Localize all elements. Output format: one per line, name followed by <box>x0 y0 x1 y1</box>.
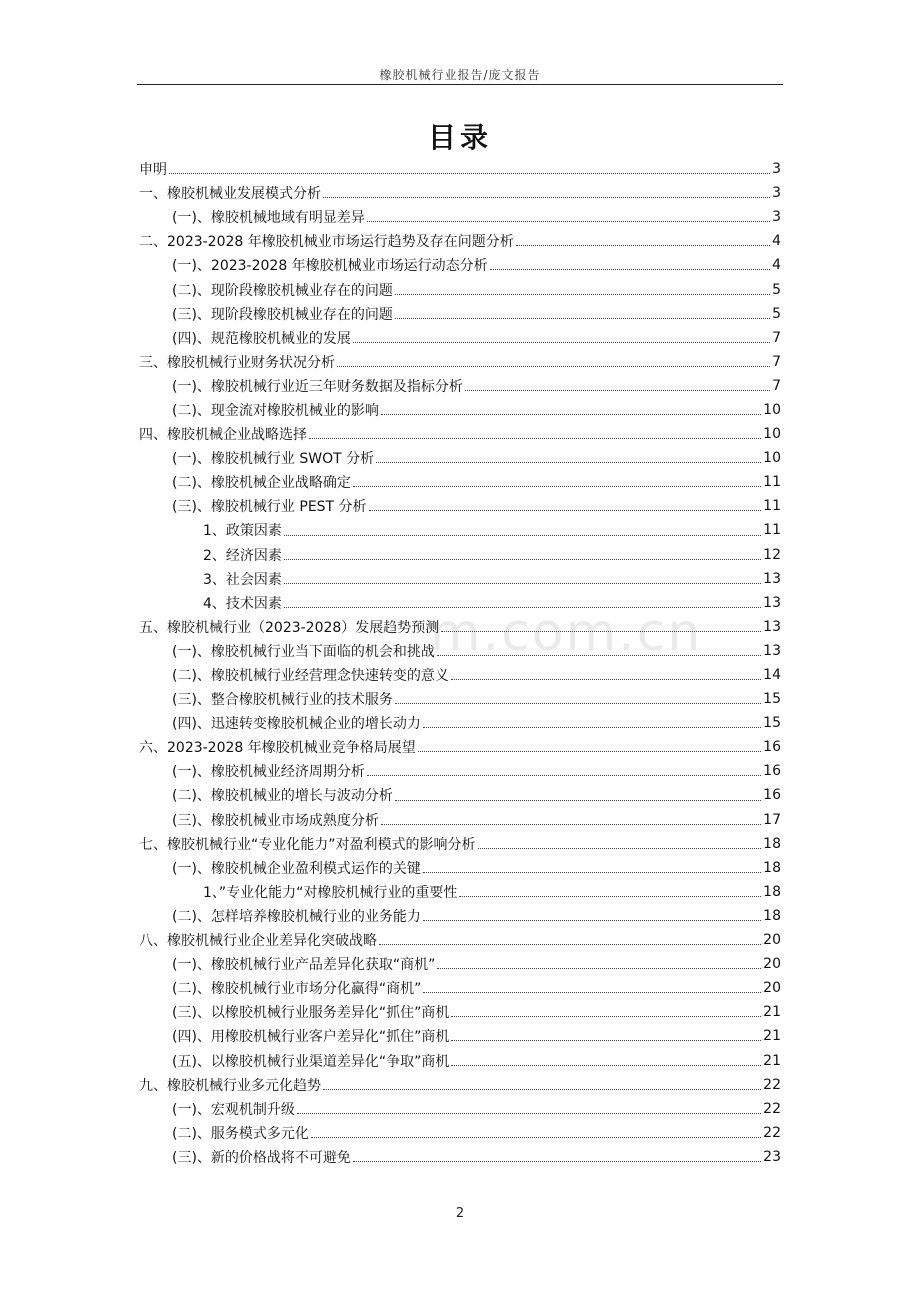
toc-leader-dots <box>451 1015 761 1017</box>
toc-leader-dots <box>395 293 770 295</box>
toc-entry-page: 7 <box>772 377 781 394</box>
toc-leader-dots <box>367 774 761 776</box>
toc-entry[interactable] <box>139 783 781 807</box>
toc-entry[interactable] <box>139 277 781 301</box>
toc-entry-page: 16 <box>763 739 781 756</box>
toc-entry-page: 3 <box>772 209 781 226</box>
toc-entry-page: 20 <box>763 932 781 949</box>
toc-leader-dots <box>323 196 770 198</box>
toc-entry-page: 20 <box>763 980 781 997</box>
toc-entry-page: 5 <box>772 281 781 298</box>
toc-entry-label: (一)、橡胶机械地域有明显差异 <box>172 210 365 227</box>
toc-entry[interactable] <box>139 229 781 253</box>
toc-entry-label: 申明 <box>139 162 167 179</box>
toc-entry[interactable] <box>139 1024 781 1048</box>
toc-leader-dots <box>490 268 770 270</box>
page-header: 橡胶机械行业报告/庞文报告 <box>379 68 541 82</box>
toc-entry[interactable] <box>139 976 781 1000</box>
toc-leader-dots <box>169 172 770 174</box>
toc-entry-label: (一)、橡胶机械企业盈利模式运作的关键 <box>172 860 421 877</box>
toc-entry-label: (一)、橡胶机械行业 SWOT 分析 <box>172 451 375 468</box>
toc-entry-label: 九、橡胶机械行业多元化趋势 <box>139 1077 321 1094</box>
toc-leader-dots <box>353 1160 761 1162</box>
toc-entry-label: (四)、迅速转变橡胶机械企业的增长动力 <box>172 716 421 733</box>
toc-entry-label: (一)、2023-2028 年橡胶机械业市场运行动态分析 <box>172 258 488 275</box>
toc-entry-label: 三、橡胶机械行业财务状况分析 <box>139 354 335 371</box>
toc-entry-page: 12 <box>763 546 781 563</box>
toc-entry[interactable] <box>139 952 781 976</box>
toc-entry-label: 八、橡胶机械行业企业差异化突破战略 <box>139 933 377 950</box>
toc-entry[interactable] <box>139 567 781 591</box>
toc-entry[interactable] <box>139 181 781 205</box>
toc-leader-dots <box>437 967 761 969</box>
toc-entry-label: 1、”专业化能力“对橡胶机械行业的重要性 <box>203 884 458 901</box>
toc-leader-dots <box>376 461 761 463</box>
toc-entry-page: 22 <box>763 1100 781 1117</box>
toc-entry-page: 10 <box>763 450 781 467</box>
toc-entry-page: 16 <box>763 763 781 780</box>
toc-entry-page: 22 <box>763 1076 781 1093</box>
toc-entry[interactable] <box>139 880 781 904</box>
toc-entry-page: 13 <box>763 594 781 611</box>
toc-entry-label: 2、经济因素 <box>203 547 282 564</box>
toc-entry[interactable] <box>139 856 781 880</box>
toc-entry-label: (一)、橡胶机械行业产品差异化获取“商机” <box>172 957 436 974</box>
toc-leader-dots <box>381 823 761 825</box>
toc-entry-label: 五、橡胶机械行业（2023-2028）发展趋势预测 <box>139 619 440 636</box>
toc-entry-page: 18 <box>763 907 781 924</box>
toc-entry[interactable] <box>139 350 781 374</box>
toc-entry-label: 1、政策因素 <box>203 523 282 540</box>
toc-entry-page: 11 <box>763 474 781 491</box>
toc-leader-dots <box>478 847 762 849</box>
toc-leader-dots <box>451 1039 761 1041</box>
toc-leader-dots <box>337 365 770 367</box>
toc-leader-dots <box>284 606 761 608</box>
toc-entry-page: 3 <box>772 185 781 202</box>
toc-entry-label: (三)、橡胶机械行业 PEST 分析 <box>172 499 367 516</box>
toc-leader-dots <box>395 799 761 801</box>
toc-entry[interactable] <box>139 711 781 735</box>
toc-entry-page: 14 <box>763 667 781 684</box>
toc-entry[interactable] <box>139 470 781 494</box>
toc-entry-label: (五)、以橡胶机械行业渠道差异化“争取”商机 <box>172 1053 450 1070</box>
toc-entry-label: 六、2023-2028 年橡胶机械业竞争格局展望 <box>139 740 416 757</box>
toc-leader-dots <box>367 220 770 222</box>
toc-entry-label: (二)、怎样培养橡胶机械行业的业务能力 <box>172 908 421 925</box>
toc-leader-dots <box>284 534 761 536</box>
toc-entry-label: 二、2023-2028 年橡胶机械业市场运行趋势及存在问题分析 <box>139 234 514 251</box>
toc-leader-dots <box>459 895 761 897</box>
toc-entry-page: 13 <box>763 570 781 587</box>
toc-leader-dots <box>284 558 761 560</box>
toc-entry-label: (三)、现阶段橡胶机械业存在的问题 <box>172 306 393 323</box>
toc-leader-dots <box>451 1064 761 1066</box>
toc-leader-dots <box>437 654 761 656</box>
toc-entry[interactable] <box>139 543 781 567</box>
toc-entry-label: (二)、现金流对橡胶机械业的影响 <box>172 402 379 419</box>
table-of-contents <box>139 157 781 1169</box>
toc-entry[interactable] <box>139 1145 781 1169</box>
toc-leader-dots <box>353 341 770 343</box>
toc-entry-page: 7 <box>772 353 781 370</box>
toc-entry-page: 3 <box>772 161 781 178</box>
page-title: 目录 <box>427 121 492 154</box>
toc-entry-label: 四、橡胶机械企业战略选择 <box>139 427 307 444</box>
toc-entry[interactable] <box>139 422 781 446</box>
toc-entry-page: 17 <box>763 811 781 828</box>
toc-entry-label: (二)、现阶段橡胶机械业存在的问题 <box>172 282 393 299</box>
toc-entry-page: 11 <box>763 522 781 539</box>
toc-entry-page: 18 <box>763 835 781 852</box>
toc-entry[interactable] <box>139 663 781 687</box>
toc-entry-page: 13 <box>763 618 781 635</box>
toc-leader-dots <box>423 919 761 921</box>
toc-entry-label: (四)、规范橡胶机械业的发展 <box>172 330 351 347</box>
toc-leader-dots <box>423 991 761 993</box>
toc-leader-dots <box>395 702 761 704</box>
toc-leader-dots <box>323 1088 761 1090</box>
toc-entry[interactable] <box>139 157 781 181</box>
toc-entry[interactable] <box>139 615 781 639</box>
watermark: m.com.cn <box>430 603 703 663</box>
toc-entry-page: 15 <box>763 715 781 732</box>
toc-entry[interactable] <box>139 205 781 229</box>
toc-leader-dots <box>516 244 770 246</box>
toc-entry-label: (二)、橡胶机械行业经营理念快速转变的意义 <box>172 668 449 685</box>
toc-leader-dots <box>381 413 761 415</box>
toc-leader-dots <box>311 1136 761 1138</box>
toc-entry-label: (二)、橡胶机械业的增长与波动分析 <box>172 788 393 805</box>
toc-entry-page: 16 <box>763 787 781 804</box>
toc-entry[interactable] <box>139 326 781 350</box>
toc-leader-dots <box>309 437 761 439</box>
toc-entry-label: (一)、橡胶机械业经济周期分析 <box>172 764 365 781</box>
toc-entry-label: (二)、橡胶机械行业市场分化赢得“商机” <box>172 981 422 998</box>
toc-entry[interactable] <box>139 1073 781 1097</box>
toc-entry-label: 4、技术因素 <box>203 595 282 612</box>
toc-leader-dots <box>441 630 761 632</box>
toc-entry-page: 13 <box>763 642 781 659</box>
toc-entry-label: (三)、新的价格战将不可避免 <box>172 1149 351 1166</box>
toc-entry-page: 21 <box>763 1028 781 1045</box>
toc-entry[interactable] <box>139 591 781 615</box>
toc-leader-dots <box>418 750 761 752</box>
toc-entry-page: 20 <box>763 956 781 973</box>
toc-entry[interactable] <box>139 494 781 518</box>
toc-entry[interactable] <box>139 1048 781 1072</box>
toc-leader-dots <box>423 726 761 728</box>
page-number: 2 <box>455 1206 465 1221</box>
toc-leader-dots <box>379 943 761 945</box>
toc-entry-label: (一)、橡胶机械行业当下面临的机会和挑战 <box>172 643 435 660</box>
toc-entry-page: 5 <box>772 305 781 322</box>
toc-leader-dots <box>465 389 770 391</box>
toc-entry-label: (二)、服务模式多元化 <box>172 1125 309 1142</box>
toc-entry[interactable] <box>139 518 781 542</box>
toc-entry[interactable] <box>139 1000 781 1024</box>
toc-entry[interactable] <box>139 687 781 711</box>
toc-entry-page: 15 <box>763 691 781 708</box>
toc-entry[interactable] <box>139 446 781 470</box>
toc-entry[interactable] <box>139 639 781 663</box>
toc-entry-page: 4 <box>772 257 781 274</box>
toc-leader-dots <box>284 582 761 584</box>
toc-entry[interactable] <box>139 759 781 783</box>
toc-entry[interactable] <box>139 374 781 398</box>
header-divider <box>137 84 783 85</box>
toc-entry[interactable] <box>139 253 781 277</box>
toc-entry[interactable] <box>139 302 781 326</box>
toc-entry-label: (三)、整合橡胶机械行业的技术服务 <box>172 692 393 709</box>
toc-entry[interactable] <box>139 808 781 832</box>
toc-entry-label: 一、橡胶机械业发展模式分析 <box>139 186 321 203</box>
toc-leader-dots <box>297 1112 761 1114</box>
toc-entry[interactable] <box>139 1121 781 1145</box>
toc-entry-page: 21 <box>763 1052 781 1069</box>
toc-entry[interactable] <box>139 1097 781 1121</box>
toc-entry[interactable] <box>139 735 781 759</box>
toc-entry-label: (一)、宏观机制升级 <box>172 1101 295 1118</box>
toc-entry-page: 22 <box>763 1124 781 1141</box>
toc-entry-page: 18 <box>763 859 781 876</box>
toc-entry[interactable] <box>139 928 781 952</box>
toc-entry[interactable] <box>139 904 781 928</box>
toc-entry-page: 4 <box>772 233 781 250</box>
toc-entry-label: 七、橡胶机械行业“专业化能力”对盈利模式的影响分析 <box>139 836 476 853</box>
toc-leader-dots <box>369 509 762 511</box>
toc-entry-label: (四)、用橡胶机械行业客户差异化“抓住”商机 <box>172 1029 450 1046</box>
toc-entry-page: 11 <box>763 498 781 515</box>
toc-entry-page: 23 <box>763 1148 781 1165</box>
toc-entry-label: (二)、橡胶机械企业战略确定 <box>172 475 351 492</box>
toc-entry-page: 18 <box>763 883 781 900</box>
toc-leader-dots <box>395 317 770 319</box>
toc-entry-page: 10 <box>763 426 781 443</box>
toc-entry-page: 10 <box>763 401 781 418</box>
toc-entry-label: (三)、橡胶机械业市场成熟度分析 <box>172 812 379 829</box>
toc-leader-dots <box>353 485 761 487</box>
toc-entry-label: (一)、橡胶机械行业近三年财务数据及指标分析 <box>172 378 463 395</box>
toc-entry[interactable] <box>139 398 781 422</box>
toc-leader-dots <box>423 871 761 873</box>
toc-entry-label: (三)、以橡胶机械行业服务差异化“抓住”商机 <box>172 1005 450 1022</box>
toc-entry[interactable] <box>139 832 781 856</box>
toc-entry-page: 21 <box>763 1004 781 1021</box>
toc-entry-page: 7 <box>772 329 781 346</box>
toc-leader-dots <box>451 678 761 680</box>
toc-entry-label: 3、社会因素 <box>203 571 282 588</box>
